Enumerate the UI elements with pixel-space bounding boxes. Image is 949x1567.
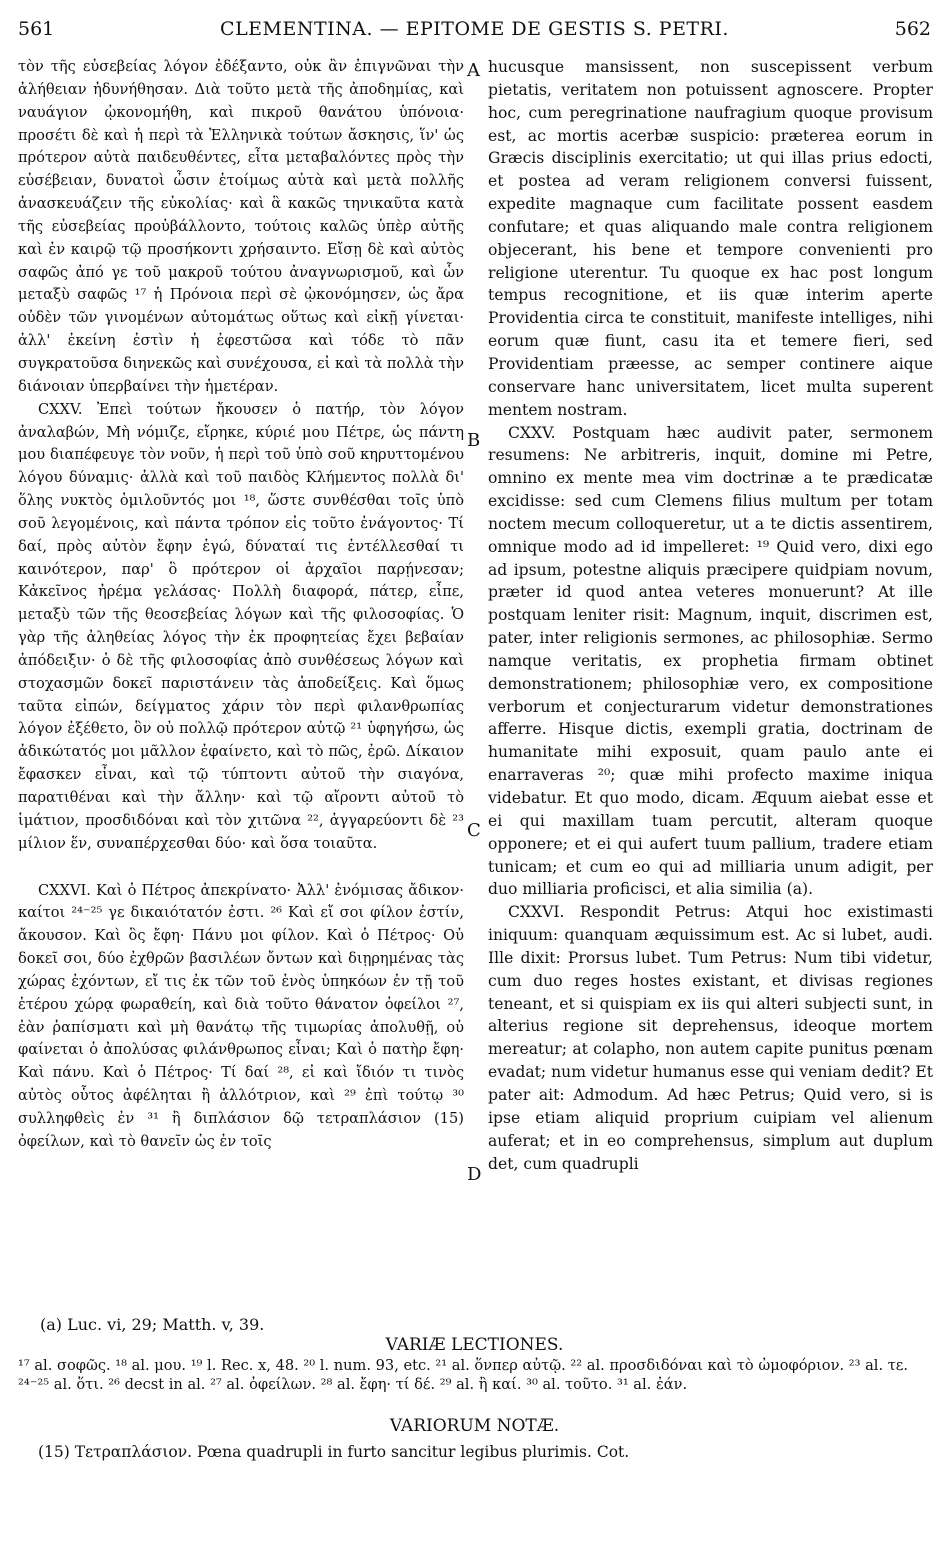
latin-column [488, 56, 933, 1175]
greek-paragraph-cxxvi: CXXVI. Καὶ ὁ Πέτρος ἀπεκρίνατο· Ἀλλ' ἐνόμισας ἄδικον· καίτοι ²⁴⁻²⁵ γε δικαιότατόν ἐστι. ²⁶ Καὶ εἴ σοι φίλον ἐστίν, ἄκουσον. Καὶ ὃς ἔφη· Πάνυ μοι φίλον. Καὶ ὁ Πέτρος· Οὐ δοκεῖ σοι, δύο ἐχθρῶν βασιλέων ὄντων καὶ διῃρημένας τὰς χώρας ἐχόντων, εἴ τις ἐκ τῶν τοῦ ἑνὸς ὑπηκόων ἐν τῇ τοῦ ἑτέρου χώρᾳ φωραθείη, καὶ διὰ τοῦτο θάνατον ὀφείλοι ²⁷, ἐὰν ῥαπίσματι καὶ μὴ θανάτῳ τῆς τιμωρίας ἀπολυθῇ, οὐ φαίνεται ὁ ἀπολύσας φιλάνθρωπος εἶναι; Καὶ ὁ πατὴρ ἔφη· Καὶ πάνυ. Καὶ ὁ Πέτρος· Τί δαί ²⁸, εἰ καὶ ἴδιόν τι τινὸς αὐτὸς οὗτος ἀφέληται ἢ ἀλλότριον, καὶ ²⁹ ἐπὶ τούτῳ ³⁰ συλληφθεὶς ἐν ³¹ ἢ διπλάσιον δῷ τετραπλάσιον (15) ὀφείλων, καὶ τὸ θανεῖν ὡς ἐν τοῖς [18, 881, 464, 1150]
page-header [18, 18, 931, 48]
page-number-right: 562 [894, 18, 931, 40]
running-title: CLEMENTINA. — EPITOME DE GESTIS S. PETRI. [220, 18, 729, 40]
margin-letter-a: A [467, 60, 480, 81]
latin-paragraph-cxxvi: CXXVI. Respondit Petrus: Atqui hoc existimasti iniquum: quanquam æquissimum est. Ac si lubet, audi. Ille dixit: Prorsus lubet. Tum Petrus: Num tibi videtur, cum duo reges hostes existant, et divisas regiones teneant, et si quispiam ex iis qui alteri subjecti sunt, in alterius regione sit deprehensus, ideoque mortem mereatur; at colapho, non autem capite punitus pœnam evadat; num videtur humanus esse qui veniam dedit? Et pater ait: Admodum. Ad hæc Petrus; Quid vero, si is ipse etiam aliquid proprium cuipiam vel alienum auferat; et in eo comprehensus, simplum aut duplum det, cum quadrupli [488, 903, 933, 1173]
page-number-left: 561 [18, 18, 55, 40]
footnote-a: (a) Luc. vi, 29; Matth. v, 39. [40, 1315, 265, 1334]
greek-paragraph-cxxv: CXXV. Ἐπεὶ τούτων ἤκουσεν ὁ πατήρ, τὸν λόγον ἀναλαβών, Μὴ νόμιζε, εἴρηκε, κύριέ μου Πέτρε, ὡς πάντη μου διαπέφευγε τὸν νοῦν, ἡ περὶ τοῦ ὑπὸ σοῦ κηρυττομένου λόγου δύναμις· ἀλλὰ καὶ τοῦ παιδὸς Κλήμεντος πολλὰ δι' ὅλης νυκτὸς ὁμιλοῦντός μοι ¹⁸, ὥστε συνθέσθαι τοῖς ὑπὸ σοῦ λεγομένοις, καὶ πάντα τρόπον εἰς τοῦτο ἐνάγοντος· Τί δαί, πρὸς αὐτὸν ἔφην ἐγώ, δύναταί τις ἐντέλλεσθαί τι καινότερον, παρ' ὃ πρότερον οἱ ἀρχαῖοι παρῄνεσαν; Κἀκεῖνος ἠρέμα γελάσας· Πολλὴ διαφορά, πάτερ, εἶπε, μεταξὺ τῶν τῆς θεοσεβείας λόγων καὶ τῆς φιλοσοφίας. Ὁ γὰρ τῆς ἀληθείας λόγος τὴν ἐκ προφητείας ἔχει βεβαίαν ἀπόδειξιν· ὁ δὲ τῆς φιλοσοφίας ἀπὸ συνθέσεως λόγων καὶ στοχασμῶν δοκεῖ παριστάνειν τὰς ἀποδείξεις. Καὶ ὅμως ταῦτα εἰπών, δείγματος χάριν τὸν περὶ φιλανθρωπίας λόγον ἐξέθετο, ὃν οὐ πολλῷ πρότερον αὐτῷ ²¹ ὑφηγήσω, ὡς ἀδικώτατός μοι μᾶλλον ἐφαίνετο, καὶ τὸ πῶς, ἐρῶ. Δίκαιον ἔφασκεν εἶναι, καὶ τῷ τύπτοντι αὐτοῦ τὴν σιαγόνα, παρατιθέναι καὶ τὴν ἄλλην· καὶ τῷ αἴροντι αὐτοῦ τὸ ἱμάτιον, προσδιδόναι καὶ τὸν χιτῶνα ²², ἀγγαρεύοντι δὲ ²³ μίλιον ἕν, συναπέρχεσθαι δύο· καὶ ὅσα τοιαῦτα. [18, 400, 464, 852]
latin-paragraph-1: hucusque mansissent, non suscepissent verbum pietatis, veritatem non potuissent agnoscere. Propter hoc, cum peregrinatione naufragium quoque provisum est, ac mortis acerbæ suspicio: præterea eorum in Græcis disciplinis exercitatio; ut qui illas prius edocti, et postea ad veram religionem conversi fuissent, expedite magnaque cum facilitate possent easdem confutare; et quas aliquando male contra religionem objecerant, his bene et tempore convenienti pro religione uterentur. Tu quoque ex hac post longum tempus recognitione, et iis quæ interim aperte Providentia circa te constituit, manifeste intelliges, nihi eorum quæ fiunt, casu ita et temere fieri, sed Providentiam præesse, ac semper continere aique conservare hanc universitatem, licet multa superent mentem nostram. [488, 58, 933, 419]
variae-lectiones-title: VARIÆ LECTIONES. [385, 1335, 564, 1355]
margin-letter-b: B [467, 430, 481, 451]
latin-paragraph-cxxv: CXXV. Postquam hæc audivit pater, sermonem resumens: Ne arbitreris, inquit, domine mi Petre, omnino ex mente mea vim doctrinæ a te prædicatæ excidisse: sed cum Clemens filius multum per totam noctem mecum colloqueretur, ut a te dictis assentirem, omnique modo ad id impelleret: ¹⁹ Quid vero, dixi ego ad ipsum, potestne aliquis præcipere quidpiam novum, præter id quod antea veteres monuerunt? At ille postquam leniter risit: Magnum, inquit, discrimen est, pater, inter religionis sermones, ac philosophiæ. Sermo namque veritatis, ex prophetia firmam obtinet demonstrationem; philosophiæ vero, ex compositione verborum et conjecturarum videtur demonstrationes afferre. Hisque dictis, exempli gratia, doctrinam de humanitate mihi exposuit, quam paulo ante ei enarraveras ²⁰; quæ mihi profecto maxime iniqua videbatur. Et quo modo, dicam. Æquum aiebat esse et ei qui maxillam tuam percutit, alteram quoque opponere; et ei qui aufert tuum pallium, tradere etiam tunicam; et cum eo qui ad milliaria unum adigit, per duo milliaria proficisci, et alia similia (a). [488, 423, 933, 899]
greek-paragraph-1: τὸν τῆς εὐσεβείας λόγον ἐδέξαντο, οὐκ ἂν ἐπιγνῶναι τὴν ἀλήθειαν ἠδυνήθησαν. Διὰ τοῦτο μετὰ τῆς ἀποδημίας, καὶ ναυάγιον ᾠκονομήθη, καὶ πικροῦ θανάτου ὑπόνοια· προσέτι δὲ καὶ ἡ περὶ τὰ Ἑλληνικὰ τούτων ἄσκησις, ἵν' ὡς πρότερον αὐτὰ παιδευθέντες, εἶτα μεταβαλόντες πρὸς τὴν εὐσέβειαν, δυνατοὶ ὦσιν ἑτοίμως αὐτὰ καὶ μετὰ πολλῆς ἀνασκευάζειν τῆς εὐκολίας· καὶ ἃ κακῶς τηνικαῦτα κατὰ τῆς εὐσεβείας προὐβάλλοντο, τούτοις καλῶς ὑπὲρ αὐτῆς καὶ ἐν καιρῷ τῷ προσήκοντι χρήσαιντο. Εἴσῃ δὲ καὶ αὐτὸς σαφῶς ἀπό γε τοῦ μακροῦ τούτου ἀναγνωρισμοῦ, καὶ ὧν μεταξὺ σαφῶς ¹⁷ ἡ Πρόνοια περὶ σὲ ᾠκονόμησεν, ὡς ἄρα οὐδὲν τῶν γινομένων αὐτομάτως οὕτως καὶ εἰκῇ γίνεται· ἀλλ' ἐκείνη ἐστὶν ἡ ἐφεστῶσα καὶ τόδε τὸ πᾶν συγκρατοῦσα διηνεκῶς καὶ συνέχουσα, εἰ καὶ τὰ πολλὰ τὴν διάνοιαν ὑπερβαίνει τὴν ἡμετέραν. [18, 58, 464, 395]
variae-lectiones-text: ¹⁷ al. σοφῶς. ¹⁸ al. μου. ¹⁹ l. Rec. x, 48. ²⁰ l. num. 93, etc. ²¹ al. ὅνπερ αὐτῷ. ²² al. προσδιδόναι καὶ τὸ ὠμοφόριον. ²³ al. τε. ²⁴⁻²⁵ al. ὅτι. ²⁶ decst in al. ²⁷ al. ὀφείλων. ²⁸ al. ἔφη· τί δέ. ²⁹ al. ἢ καί. ³⁰ al. τοῦτο. ³¹ al. ἐάν. [18, 1357, 908, 1393]
greek-column [18, 56, 464, 1154]
variorum-notae-title: VARIORUM NOTÆ. [389, 1416, 560, 1436]
margin-letter-c: C [467, 820, 481, 841]
variorum-notae-text: (15) Τετραπλάσιον. Pœna quadrupli in furto sancitur legibus plurimis. Cot. [38, 1443, 630, 1461]
margin-letter-d: D [467, 1164, 482, 1185]
